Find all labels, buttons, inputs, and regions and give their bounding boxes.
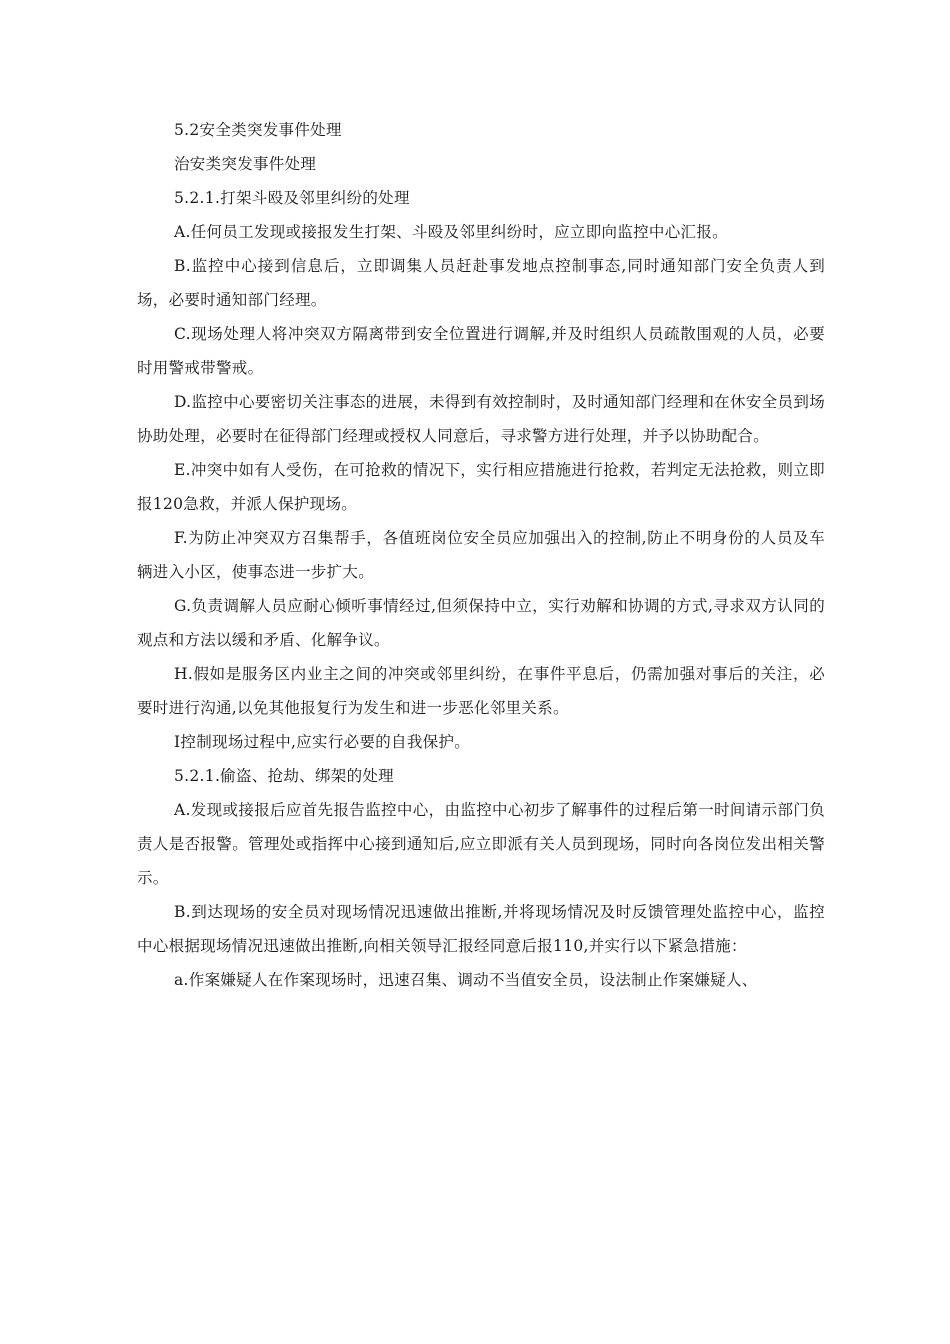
paragraph-item-d: D.监控中心要密切关注事态的进展，未得到有效控制时，及时通知部门经理和在休安全员到场协助处理，必要时在征得部门经理或授权人同意后，寻求警方进行处理，并予以协助配合。 [137, 393, 825, 445]
section-heading-5-2: 5.2安全类突发事件处理 [174, 121, 342, 139]
paragraph-theft-subitem-a: a.作案嫌疑人在作案现场时，迅速召集、调动不当值安全员，设法制止作案嫌疑人、 [174, 971, 758, 989]
paragraph-item-c: C.现场处理人将冲突双方隔离带到安全位置进行调解,并及时组织人员疏散围观的人员，必要时用警戒带警戒。 [137, 325, 825, 377]
paragraph-item-i: I控制现场过程中,应实行必要的自我保护。 [174, 733, 471, 751]
paragraph-item-e: E.冲突中如有人受伤，在可抢救的情况下，实行相应措施进行抢救，若判定无法抢救，则立即报120急救，并派人保护现场。 [137, 461, 825, 513]
subsection-heading-public-security: 治安类突发事件处理 [174, 155, 317, 173]
subsection-heading-fights: 5.2.1.打架斗殴及邻里纠纷的处理 [174, 189, 410, 207]
paragraph-item-a: A.任何员工发现或接报发生打架、斗殴及邻里纠纷时，应立即向监控中心汇报。 [174, 223, 728, 241]
paragraph-theft-item-b: B.到达现场的安全员对现场情况迅速做出推断,并将现场情况及时反馈管理处监控中心，监控中心根据现场情况迅速做出推断,向相关领导汇报经同意后报110,并实行以下紧急措施： [137, 903, 825, 955]
paragraph-item-f: F.为防止冲突双方召集帮手，各值班岗位安全员应加强出入的控制,防止不明身份的人员及车辆进入小区，使事态进一步扩大。 [137, 529, 825, 581]
paragraph-theft-item-a: A.发现或接报后应首先报告监控中心，由监控中心初步了解事件的过程后第一时间请示部门负责人是否报警。管理处或指挥中心接到通知后,应立即派有关人员到现场，同时向各岗位发出相关警示。 [137, 801, 825, 887]
paragraph-item-b: B.监控中心接到信息后，立即调集人员赶赴事发地点控制事态,同时通知部门安全负责人到场，必要时通知部门经理。 [137, 257, 825, 309]
paragraph-item-g: G.负责调解人员应耐心倾听事情经过,但须保持中立，实行劝解和协调的方式,寻求双方认同的观点和方法以缓和矛盾、化解争议。 [137, 597, 825, 649]
subsection-heading-theft: 5.2.1.偷盗、抢劫、绑架的处理 [174, 767, 394, 785]
paragraph-item-h: H.假如是服务区内业主之间的冲突或邻里纠纷，在事件平息后，仍需加强对事后的关注，必要时进行沟通,以免其他报复行为发生和进一步恶化邻里关系。 [137, 665, 825, 717]
document-body [137, 113, 825, 997]
